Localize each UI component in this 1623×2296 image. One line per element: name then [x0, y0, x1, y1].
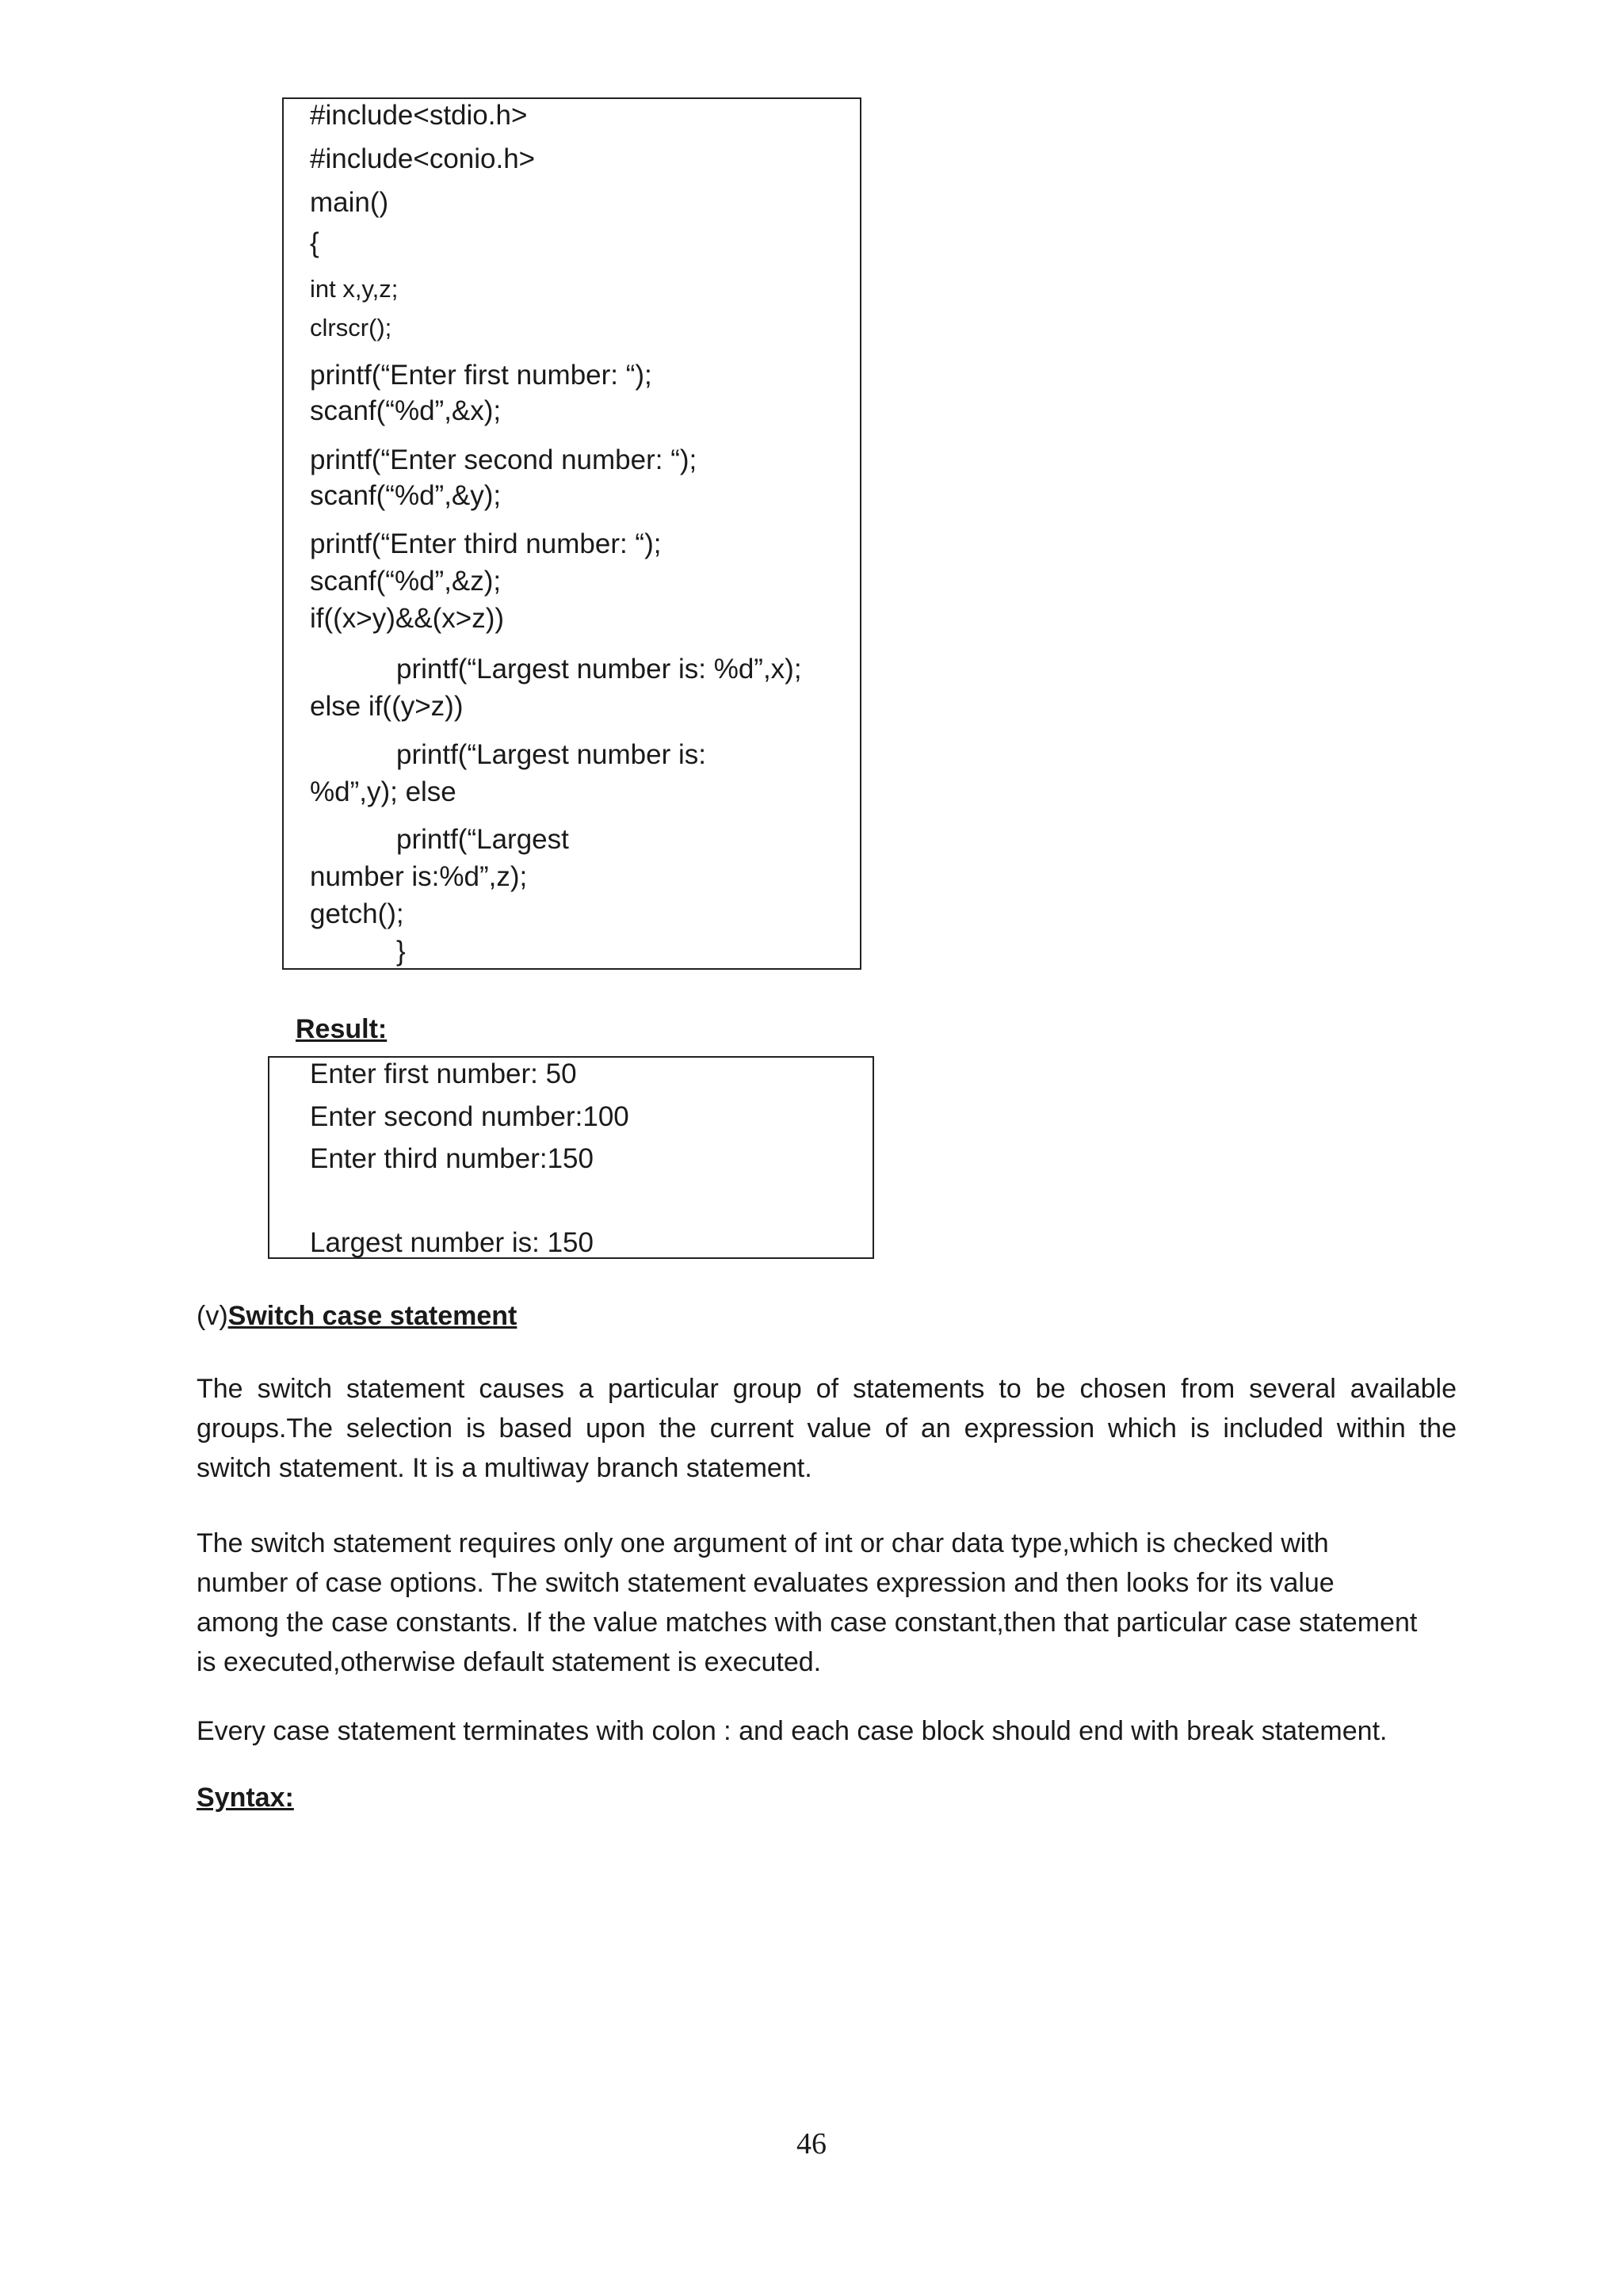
code-line: }	[396, 936, 406, 967]
paragraph-line: Every case statement terminates with colon : and each case block should end with break statement.	[197, 1716, 1388, 1746]
code-line: printf(“Largest	[396, 824, 569, 855]
code-line: clrscr();	[310, 314, 392, 341]
code-line: else if((y>z))	[310, 691, 464, 722]
code-line: if((x>y)&&(x>z))	[310, 603, 504, 634]
code-line: printf(“Largest number is:	[396, 739, 706, 770]
result-heading: Result:	[296, 1014, 388, 1044]
paragraph-line: switch statement. It is a multiway branch statement.	[197, 1453, 812, 1483]
code-line: {	[310, 227, 319, 258]
paragraph-line: groups.The selection is based upon the current value of an expression which is included within the	[197, 1413, 1457, 1444]
paragraph-line: is executed,otherwise default statement is executed.	[197, 1647, 822, 1677]
code-line: #include<stdio.h>	[310, 100, 528, 131]
section-title: Switch case statement	[227, 1301, 517, 1331]
code-line: printf(“Largest number is: %d”,x);	[396, 654, 802, 685]
code-line: int x,y,z;	[310, 275, 399, 303]
paragraph	[197, 1524, 1457, 1682]
code-line: scanf(“%d”,&x);	[310, 395, 502, 426]
section-heading	[197, 1301, 517, 1332]
result-line: Enter first number: 50	[310, 1058, 577, 1089]
result-line: Enter third number:150	[310, 1143, 594, 1174]
code-line: main()	[310, 187, 389, 218]
code-line: number is:%d”,z);	[310, 861, 528, 892]
code-line: printf(“Enter second number: “);	[310, 444, 697, 475]
code-line: scanf(“%d”,&y);	[310, 480, 502, 511]
result-line: Enter second number:100	[310, 1101, 629, 1132]
paragraph-line: The switch statement requires only one argument of int or char data type,which is checked with	[197, 1528, 1329, 1558]
code-line: printf(“Enter first number: “);	[310, 360, 652, 391]
code-line: scanf(“%d”,&z);	[310, 566, 502, 597]
section-prefix: (v)	[197, 1301, 228, 1331]
code-line: getch();	[310, 898, 404, 929]
code-line: printf(“Enter third number: “);	[310, 528, 662, 559]
syntax-heading: Syntax:	[197, 1783, 294, 1813]
code-line: %d”,y); else	[310, 776, 456, 807]
page-number: 46	[796, 2127, 827, 2161]
paragraph	[197, 1369, 1457, 1488]
paragraph-line: The switch statement causes a particular group of statements to be chosen from several available	[197, 1374, 1457, 1404]
paragraph-line: among the case constants. If the value matches with case constant,then that particular case statement	[197, 1608, 1418, 1638]
code-line: #include<conio.h>	[310, 143, 536, 174]
paragraph	[197, 1711, 1457, 1751]
result-line: Largest number is: 150	[310, 1227, 594, 1258]
paragraph-line: number of case options. The switch statement evaluates expression and then looks for its value	[197, 1568, 1335, 1598]
